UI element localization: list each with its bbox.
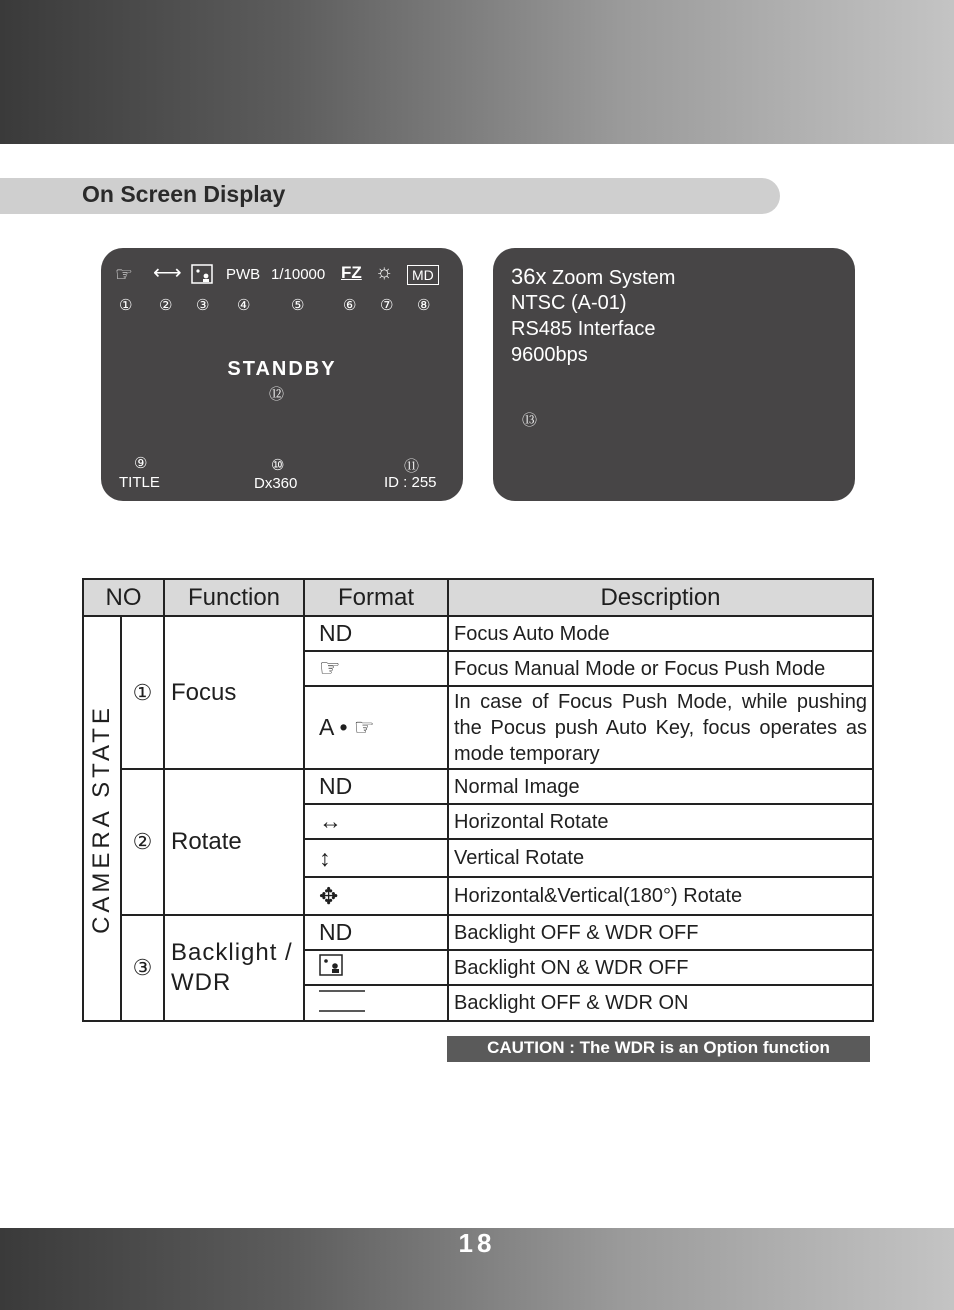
header-format: Format	[304, 579, 448, 616]
header-function: Function	[164, 579, 304, 616]
section-title: On Screen Display	[82, 181, 286, 207]
ntsc-line: NTSC (A-01)	[511, 292, 627, 314]
md-indicator: MD	[407, 265, 439, 285]
desc-cell: Horizontal&Vertical(180°) Rotate	[448, 877, 873, 915]
rotate-number: ②	[121, 769, 164, 915]
marker-11: ⑪	[404, 458, 420, 475]
focus-number: ①	[121, 616, 164, 769]
table-row	[83, 769, 873, 804]
desc-cell: Focus Manual Mode or Focus Push Mode	[448, 651, 873, 686]
title-text: TITLE	[119, 474, 160, 491]
desc-cell: Backlight OFF & WDR ON	[448, 985, 873, 1021]
format-cell: ND	[304, 616, 448, 651]
marker-1: ①	[119, 297, 133, 314]
id-text: ID : 255	[384, 474, 437, 491]
caution-note: CAUTION : The WDR is an Option function	[447, 1036, 870, 1062]
backlight-number: ③	[121, 915, 164, 1021]
rotate-function: Rotate	[164, 769, 304, 915]
format-cell: ND	[304, 769, 448, 804]
osd-screen	[101, 248, 463, 501]
format-cell: A • ☞	[304, 686, 448, 769]
format-cell	[304, 985, 448, 1021]
pwb-label: PWB	[226, 266, 261, 283]
zoom-system-label: Zoom System	[552, 267, 676, 289]
marker-9: ⑨	[134, 455, 148, 472]
header-no: NO	[83, 579, 164, 616]
desc-cell: Horizontal Rotate	[448, 804, 873, 839]
marker-12: ⑫	[269, 386, 285, 403]
focus-function: Focus	[164, 616, 304, 769]
header-band	[0, 0, 954, 144]
marker-13: ⑬	[522, 412, 538, 429]
zoom-factor: 36x	[511, 264, 547, 289]
marker-10: ⑩	[271, 457, 285, 474]
format-cell	[304, 950, 448, 985]
focus-zoom-icon: FZ	[341, 263, 362, 282]
four-way-arrow-icon: ✥	[304, 877, 448, 915]
marker-6: ⑥	[343, 297, 357, 314]
marker-2: ②	[159, 297, 173, 314]
osd-function-table	[82, 578, 874, 1022]
desc-cell: Focus Auto Mode	[448, 616, 873, 651]
horizontal-arrow-icon: ⟷	[153, 262, 182, 284]
desc-cell: Backlight ON & WDR OFF	[448, 950, 873, 985]
info-screen	[493, 248, 855, 501]
baud-line: 9600bps	[511, 344, 588, 366]
backlight-function: Backlight / WDR	[164, 915, 304, 1021]
desc-cell: Backlight OFF & WDR OFF	[448, 915, 873, 950]
marker-5: ⑤	[291, 297, 305, 314]
hand-pointer-icon: ☞	[304, 651, 448, 686]
shutter-speed: 1/10000	[271, 266, 326, 283]
interface-line: RS485 Interface	[511, 318, 656, 340]
table-row	[83, 616, 873, 651]
hand-pointer-icon: ☞	[115, 264, 133, 286]
header-description: Description	[448, 579, 873, 616]
horizontal-arrow-icon: ↔	[304, 804, 448, 839]
marker-8: ⑧	[417, 297, 431, 314]
zoom-text: Dx360	[254, 475, 298, 492]
table-header-row	[83, 579, 873, 616]
page-number: 18	[458, 1228, 496, 1258]
desc-cell: In case of Focus Push Mode, while pushing the Pocus push Auto Key, focus operates as mode temporary	[448, 686, 873, 769]
marker-4: ④	[237, 297, 251, 314]
marker-3: ③	[196, 297, 210, 314]
desc-cell: Normal Image	[448, 769, 873, 804]
vertical-arrow-icon: ↕	[304, 839, 448, 877]
wdr-icon	[319, 986, 367, 1014]
standby-text: STANDBY	[227, 358, 337, 380]
backlight-icon	[191, 264, 213, 289]
format-cell: ND	[304, 915, 448, 950]
camera-state-label: CAMERA STATE	[83, 616, 121, 1021]
zoom-system-line	[511, 264, 675, 291]
table-row	[83, 915, 873, 950]
marker-7: ⑦	[380, 297, 394, 314]
desc-cell: Vertical Rotate	[448, 839, 873, 877]
backlight-icon	[319, 953, 343, 977]
sun-icon: ☼	[375, 261, 394, 283]
